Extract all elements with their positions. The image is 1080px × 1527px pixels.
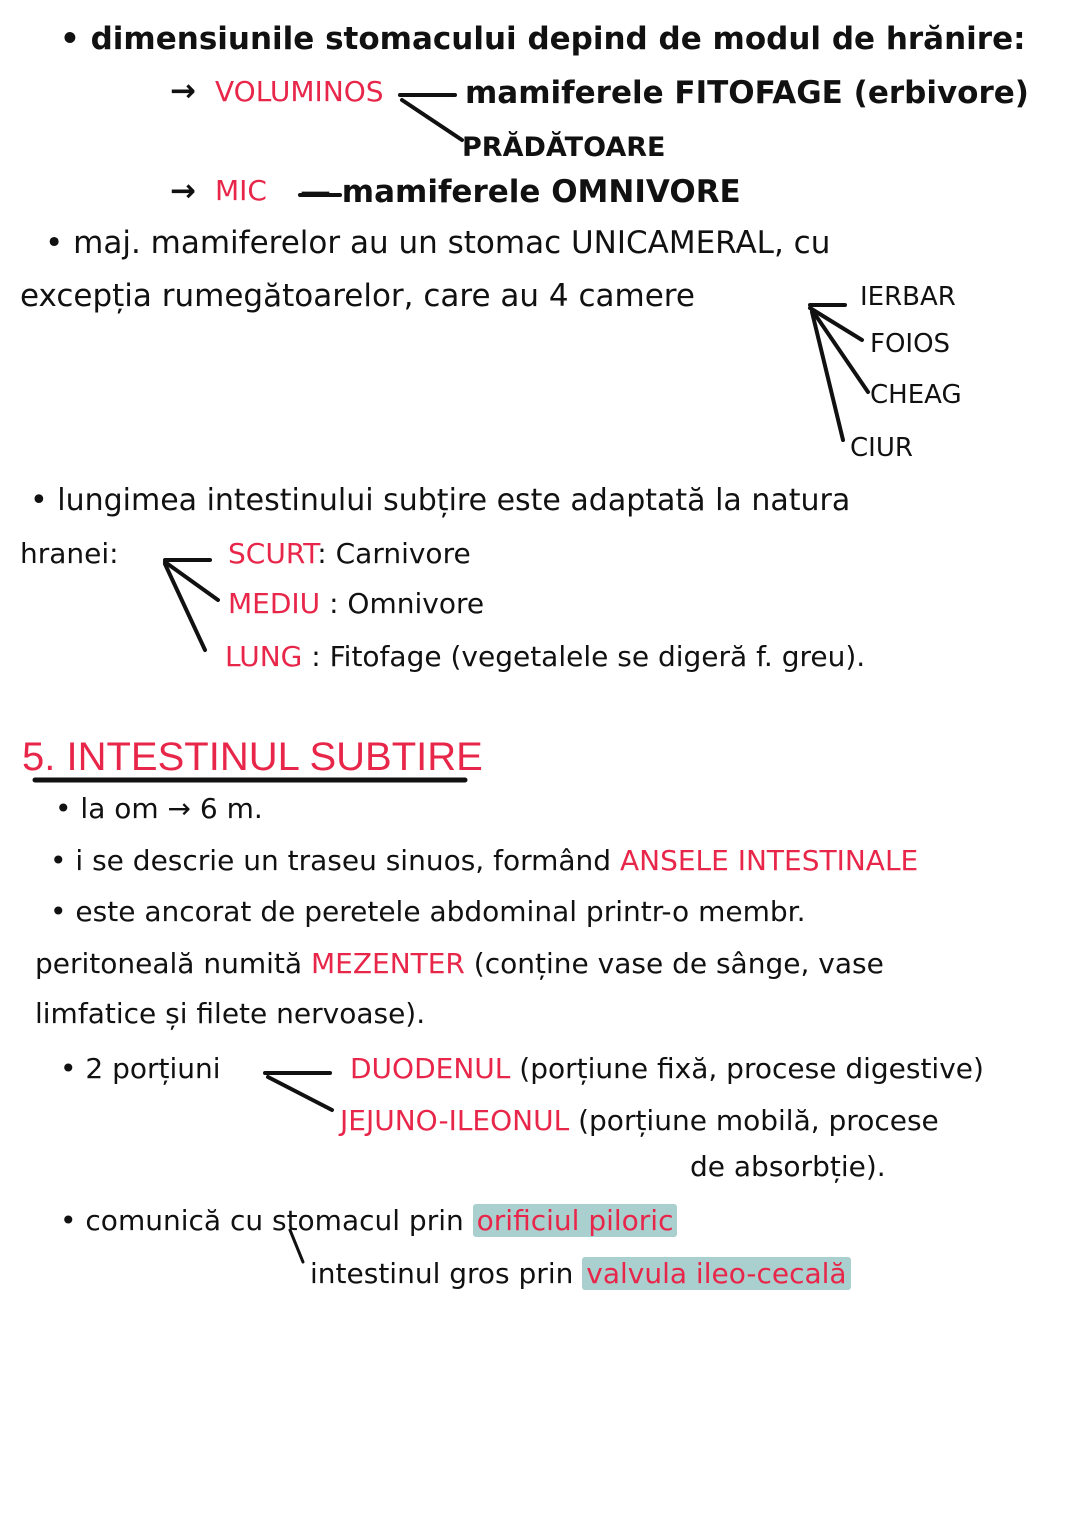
communication-text: • comunică cu stomacul prin: [60, 1204, 464, 1237]
mic-omnivore: — mamiferele OMNIVORE: [300, 174, 741, 210]
route-text: • i se descrie un traseu sinuos, formând: [50, 844, 612, 877]
voluminos-fitofage: mamiferele FITOFAGE (erbivore): [465, 75, 1029, 111]
item-sep: :: [311, 640, 321, 673]
exception-line: excepția rumegătoarelor, care au 4 camere: [20, 278, 695, 314]
length-item-scurt: [228, 537, 471, 570]
arrow-icon: →: [170, 73, 196, 109]
item-text: Fitofage (vegetalele se digeră f. greu).: [329, 640, 866, 673]
valvula-highlight: valvula ileo-cecală: [582, 1257, 850, 1290]
item-label: MEDIU: [228, 587, 321, 620]
item-label: SCURT: [228, 537, 318, 570]
voluminos-pradatoare: PRĂDĂTOARE: [462, 132, 666, 163]
communication-text-2: intestinul gros prin: [310, 1257, 574, 1290]
communication-line-2: [310, 1257, 851, 1290]
jejuno-desc: (porțiune mobilă, procese: [578, 1104, 939, 1137]
voluminos-label: VOLUMINOS: [215, 75, 384, 108]
jejuno-desc-2: de absorbție).: [690, 1150, 886, 1183]
ansele-term: ANSELE INTESTINALE: [619, 844, 919, 877]
length-item-lung: [225, 640, 866, 673]
communication-line: [60, 1204, 677, 1237]
item-sep: :: [329, 587, 339, 620]
anchor-line: • este ancorat de peretele abdominal printr-o membr.: [50, 895, 806, 928]
mezenter-line: [35, 947, 884, 980]
duoden-line: [350, 1052, 984, 1085]
section-heading: 5. INTESTINUL SUBTIRE: [22, 735, 483, 779]
item-text: Omnivore: [347, 587, 485, 620]
chamber-ciur: CIUR: [850, 433, 913, 463]
stomach-size-intro: • dimensiunile stomacului depind de modul de hrănire:: [60, 21, 1026, 57]
orificiul-piloric-highlight: orificiul piloric: [473, 1204, 678, 1237]
portions-label: • 2 porțiuni: [60, 1052, 221, 1085]
chamber-foios: FOIOS: [870, 329, 951, 359]
arrow-icon: →: [170, 173, 196, 209]
mezenter-line-2: limfatice și filete nervoase).: [35, 997, 426, 1030]
duoden-term: DUODENUL: [350, 1052, 511, 1085]
hranei-label: hranei:: [20, 537, 119, 570]
chamber-cheag: CHEAG: [870, 380, 962, 410]
mic-label: MIC: [215, 174, 267, 207]
length-intro: • lungimea intestinului subțire este adaptată la natura: [30, 483, 851, 518]
mezenter-desc: (conține vase de sânge, vase: [473, 947, 884, 980]
item-label: LUNG: [225, 640, 303, 673]
mezenter-intro: peritoneală numită: [35, 947, 303, 980]
chamber-ierbar: IERBAR: [860, 282, 956, 312]
jejuno-term: JEJUNO-ILEONUL: [340, 1104, 570, 1137]
mezenter-term: MEZENTER: [310, 947, 465, 980]
unicameral-line: • maj. mamiferelor au un stomac UNICAMERAL, cu: [45, 225, 831, 261]
duoden-desc: (porțiune fixă, procese digestive): [519, 1052, 984, 1085]
length-item-mediu: [228, 587, 485, 620]
item-text: Carnivore: [335, 537, 471, 570]
length-human: • la om → 6 m.: [55, 792, 263, 825]
jejuno-line: [340, 1104, 939, 1137]
item-sep: :: [317, 537, 327, 570]
route-line: [50, 844, 919, 877]
